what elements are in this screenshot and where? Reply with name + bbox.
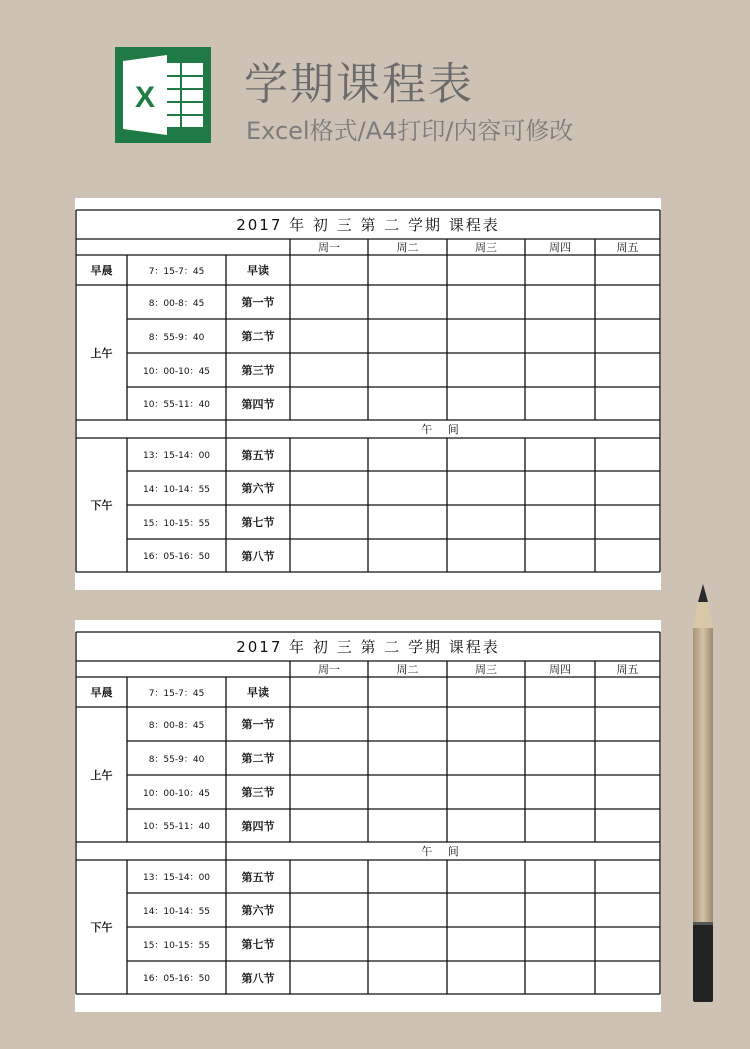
period-label: 第七节: [241, 938, 275, 951]
noon-break-label: 午 间: [421, 845, 465, 858]
time-slot: 13：15-14：00: [142, 451, 211, 461]
pencil-icon: [688, 584, 718, 1009]
time-slot: 16：05-16：50: [142, 552, 211, 562]
time-slot: 8：00-8：45: [148, 720, 205, 731]
day-header: 周一: [318, 241, 340, 254]
period-label: 第一节: [241, 718, 275, 731]
time-slot: 15：10-15：55: [142, 518, 211, 529]
period-label: 第四节: [241, 819, 275, 833]
section-label: 上午: [90, 768, 113, 782]
period-label: 第一节: [241, 296, 275, 309]
period-label: 第三节: [241, 364, 275, 377]
period-label: 第八节: [241, 971, 275, 985]
period-label: 第四节: [241, 397, 275, 411]
day-header: 周一: [318, 663, 340, 676]
section-label: 早晨: [90, 264, 113, 277]
time-slot: 14：10-14：55: [142, 484, 211, 495]
day-header: 周二: [396, 663, 419, 676]
section-label: 下午: [90, 921, 113, 934]
timetable-sheet-1: [75, 198, 661, 590]
time-slot: 10：55-11：40: [142, 400, 211, 410]
page-subtitle: Excel格式/A4打印/内容可修改: [246, 117, 574, 145]
period-label: 第六节: [241, 904, 275, 917]
timetable-sheet-2: [75, 620, 661, 1012]
time-slot: 10：55-11：40: [142, 822, 211, 832]
period-label: 第三节: [241, 786, 275, 799]
period-label: 第七节: [241, 516, 275, 529]
time-slot: 8：55-9：40: [148, 754, 205, 765]
time-slot: 14：10-14：55: [142, 906, 211, 917]
period-label: 第六节: [241, 482, 275, 495]
time-slot: 7：15-7：45: [148, 688, 205, 699]
time-slot: 16：05-16：50: [142, 974, 211, 984]
time-slot: 10：00-10：45: [142, 366, 211, 377]
day-header: 周二: [396, 241, 419, 254]
day-header: 周四: [549, 241, 571, 254]
time-slot: 13：15-14：00: [142, 873, 211, 883]
period-label: 第二节: [241, 752, 275, 765]
day-header: 周三: [475, 241, 497, 254]
period-label: 早读: [247, 264, 269, 277]
noon-break-label: 午 间: [421, 423, 465, 436]
day-header: 周五: [616, 663, 639, 676]
day-header: 周四: [549, 663, 571, 676]
excel-logo-icon: [115, 47, 211, 143]
period-label: 第二节: [241, 330, 275, 343]
page-title: 学期课程表: [244, 59, 474, 110]
section-label: 下午: [90, 499, 113, 512]
period-label: 早读: [247, 686, 269, 699]
period-label: 第五节: [241, 870, 275, 884]
period-label: 第八节: [241, 549, 275, 563]
day-header: 周三: [475, 663, 497, 676]
svg-text:X: X: [134, 81, 156, 114]
time-slot: 15：10-15：55: [142, 940, 211, 951]
time-slot: 10：00-10：45: [142, 788, 211, 799]
section-label: 早晨: [90, 686, 113, 699]
day-header: 周五: [616, 241, 639, 254]
period-label: 第五节: [241, 448, 275, 462]
time-slot: 8：00-8：45: [148, 298, 205, 309]
timetable-title: 2017 年 初 三 第 二 学期 课程表: [236, 638, 500, 656]
timetable-title: 2017 年 初 三 第 二 学期 课程表: [236, 216, 500, 234]
time-slot: 8：55-9：40: [148, 332, 205, 343]
time-slot: 7：15-7：45: [148, 266, 205, 277]
section-label: 上午: [90, 346, 113, 360]
